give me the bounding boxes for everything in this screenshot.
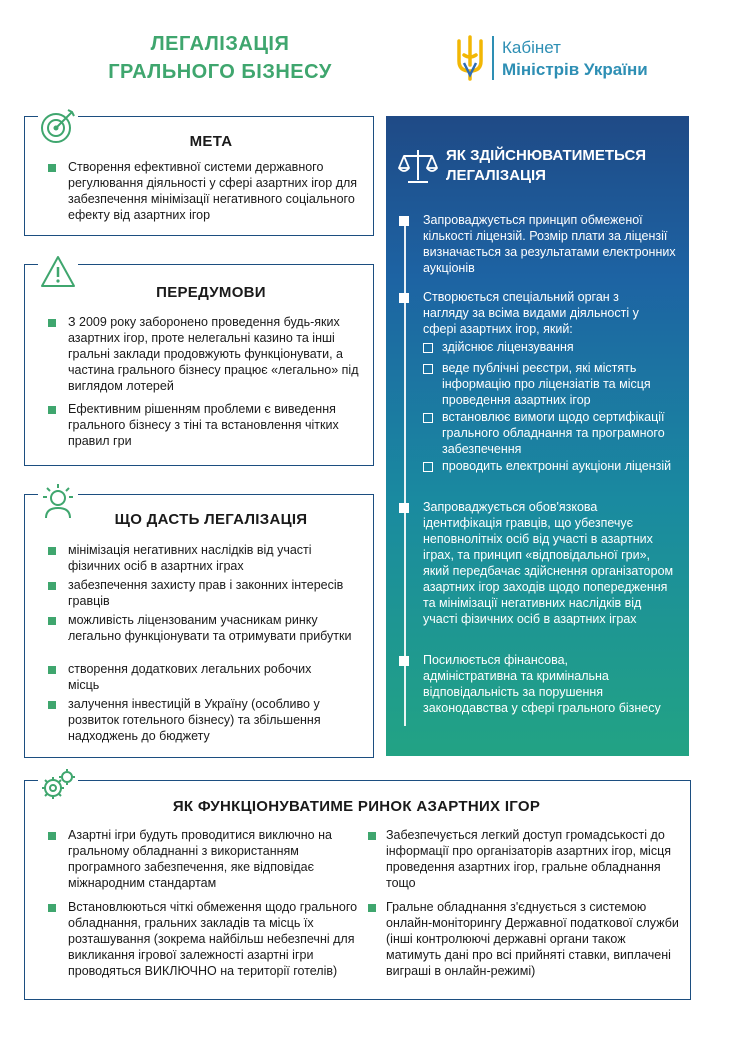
goal-title: МЕТА xyxy=(189,133,233,150)
how-sub-text-1: здійснює ліцензування xyxy=(442,340,574,354)
logo-line-1: Кабінет xyxy=(502,38,561,57)
trident-icon xyxy=(455,35,485,81)
benefits-text-1: мінімізація негативних наслідків від участі фізичних осіб в азартних іграх xyxy=(68,543,312,573)
benefits-text-4: створення додаткових легальних робочих місць xyxy=(68,662,312,692)
market-right-text-1: Забезпечується легкий доступ громадськості до інформації про організаторів азартних ігор, місця проведення азартних ігор, гральне обладнання тощо xyxy=(386,828,672,890)
title-line-1: ЛЕГАЛІЗАЦІЯ xyxy=(150,33,290,55)
how-bullet-4 xyxy=(399,656,409,666)
benefits-title: ЩО ДАСТЬ ЛЕГАЛІЗАЦІЯ xyxy=(114,511,308,528)
how-sub-checkbox-2 xyxy=(423,364,433,374)
logo-line-2: Міністрів України xyxy=(502,60,648,79)
how-bullet-1 xyxy=(399,216,409,226)
how-text-1: Запроваджується принцип обмеженої кількості ліцензій. Розмір плати за ліцензії визначається за результатами електронних аукціонів xyxy=(423,213,676,275)
goal-text: Створення ефективної системи державного регулювання діяльності у сфері азартних ігор для забезпечення мінімізації негативного соціального ефекту від азартних ігор xyxy=(68,160,358,222)
how-section xyxy=(386,116,689,756)
how-title: ЯК ЗДІЙСНЮВАТИМЕТЬСЯ ЛЕГАЛІЗАЦІЯ xyxy=(446,147,647,184)
page-title xyxy=(100,30,340,86)
how-bullet-3 xyxy=(399,503,409,513)
benefits-text-5: залучення інвестицій в Україну (особливо у розвиток готельного бізнесу) та збільшення надходжень до бюджету xyxy=(68,697,321,743)
scales-icon xyxy=(398,146,438,186)
market-left-text-2: Встановлюються чіткі обмеження щодо грального обладнання, гральних закладів та місць їх розташування (зокрема найбільш небезпечні для викликання ігрової залежності азартні ігри проводяться ВИКЛЮЧНО на території готелів) xyxy=(68,900,358,978)
market-left-text-1: Азартні ігри будуть проводитися виключно на гральному обладнанні з використанням програмного забезпечення, яке відповідає міжнародним стандартам xyxy=(68,828,332,890)
benefits-text-3: можливість ліцензованим учасникам ринку легально функціонувати та отримувати прибутки xyxy=(68,613,352,643)
goal-bullet xyxy=(48,164,56,172)
how-bullet-2 xyxy=(399,293,409,303)
prerequisites-text-2: Ефективним рішенням проблеми є виведення грального бізнесу з тіні та встановлення чітких правил гри xyxy=(68,402,339,448)
market-right-text-2: Гральне обладнання з'єднується з системою онлайн-моніторингу Державної податкової служби (інші контролюючі державні органи також матимуть дані про всі прийняті ставки, виплачені виграші в онлайн-режимі) xyxy=(386,900,679,978)
how-text-3: Запроваджується обов'язкова ідентифікація гравців, що убезпечує неповнолітніх осіб від участі в азартних іграх, та принцип «відповідальної гри», який передбачає здійснення організатором азартних ігор заходів щодо попередження та мінімізації негативних наслідків від участі фізичних осіб в азартних іграх xyxy=(423,500,674,626)
benefits-bullet-2 xyxy=(48,582,56,590)
how-sub-text-4: проводить електронні аукціони ліцензій xyxy=(442,459,672,473)
benefits-bullet-5 xyxy=(48,701,56,709)
prerequisites-bullet-1 xyxy=(48,319,56,327)
benefits-text-2: забезпечення захисту прав і законних інтересів гравців xyxy=(68,578,344,608)
how-sub-text-2: веде публічні реєстри, які містять інформацію про ліцензіатів та місця проведення азартних ігор xyxy=(442,361,651,407)
market-title: ЯК ФУНКЦІОНУВАТИМЕ РИНОК АЗАРТНИХ ІГОР xyxy=(172,798,541,815)
prerequisites-bullet-2 xyxy=(48,406,56,414)
how-sub-checkbox-4 xyxy=(423,462,433,472)
prerequisites-title: ПЕРЕДУМОВИ xyxy=(156,284,266,301)
benefits-bullet-1 xyxy=(48,547,56,555)
market-right-bullet-2 xyxy=(368,904,376,912)
title-line-2: ГРАЛЬНОГО БІЗНЕСУ xyxy=(108,61,332,83)
how-sub-checkbox-1 xyxy=(423,343,433,353)
how-text-2: Створюється спеціальний орган з нагляду за всіма видами діяльності у сфері азартних ігор, який: xyxy=(423,290,639,336)
logo-divider xyxy=(492,36,494,80)
prerequisites-text-1: З 2009 року заборонено проведення будь-яких азартних ігор, проте нелегальні казино та інші гральні заклади продовжують функціонувати, а частина грального бізнесу працює «легально» під виглядом лотерей xyxy=(68,315,359,393)
cabinet-logo xyxy=(455,34,715,84)
market-left-bullet-1 xyxy=(48,832,56,840)
benefits-bullet-4 xyxy=(48,666,56,674)
how-sub-text-3: встановлює вимоги щодо сертифікації грального обладнання та програмного забезпечення xyxy=(442,410,665,456)
market-right-bullet-1 xyxy=(368,832,376,840)
how-sub-checkbox-3 xyxy=(423,413,433,423)
how-text-4: Посилюється фінансова, адміністративна та кримінальна відповідальність за порушення законодавства у сфері грального бізнесу xyxy=(423,653,661,715)
market-left-bullet-2 xyxy=(48,904,56,912)
benefits-bullet-3 xyxy=(48,617,56,625)
